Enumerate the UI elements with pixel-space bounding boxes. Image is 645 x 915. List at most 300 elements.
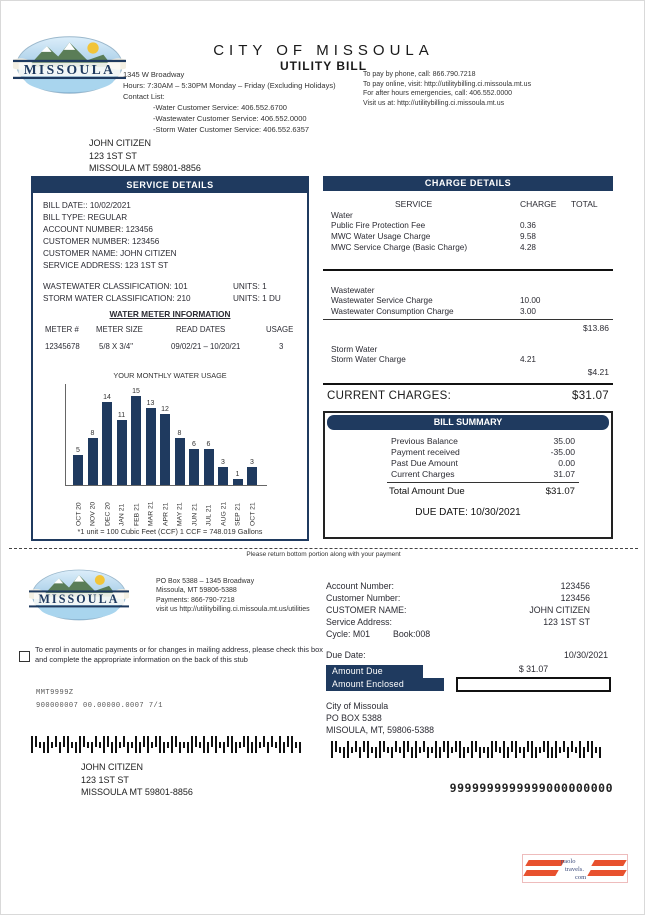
contact-water: -Water Customer Service: 406.552.6700 — [153, 103, 287, 112]
barcode-bar — [55, 736, 57, 747]
barcode-bar — [147, 736, 149, 753]
visit-us: Visit us at: http://utilitybilling.ci.missoula.mt.us — [363, 99, 505, 107]
water-meter-info-title: WATER METER INFORMATION — [109, 309, 231, 319]
barcode-bar — [71, 742, 73, 748]
stub-service-address-value: 123 1ST ST — [543, 617, 590, 627]
stub-recipient-street: 123 1ST ST — [81, 774, 129, 785]
bar-value-label: 6 — [192, 441, 196, 449]
ocr-scanline: 9999999999999000000000 — [449, 781, 613, 795]
stormwater-total: $4.21 — [587, 367, 609, 377]
barcode-bar — [519, 747, 521, 753]
meter-col-usage: USAGE — [266, 325, 294, 334]
amount-due-bar: Amount Due — [326, 665, 423, 678]
charge-label: Public Fire Protection Fee — [331, 221, 426, 230]
stub-customer-number-label: Customer Number: — [326, 593, 401, 603]
meter-size: 5/8 X 3/4" — [99, 342, 133, 351]
page-subtitle: UTILITY BILL — [279, 59, 368, 73]
perforation-line — [9, 548, 638, 549]
barcode-bar — [479, 747, 481, 758]
barcode-bar — [559, 747, 561, 753]
stamp-code-2: 900000007 00.00000.0007 7/1 — [36, 702, 163, 710]
barcode-bar — [463, 747, 465, 758]
group-wastewater: Wastewater — [331, 285, 375, 295]
barcode-bar — [211, 736, 213, 747]
x-axis-label: OCT 20 — [75, 502, 82, 526]
barcode-bar — [279, 736, 281, 753]
barcode-bar — [367, 741, 369, 758]
charge-value: 10.00 — [520, 296, 541, 305]
barcode-bar — [499, 747, 501, 753]
svg-text:MISSOULA: MISSOULA — [38, 591, 120, 606]
summary-value: 31.07 — [553, 469, 575, 479]
barcode-bar — [587, 741, 589, 752]
recipient-city: MISSOULA MT 59801-8856 — [89, 163, 201, 173]
usage-bar — [204, 449, 214, 485]
barcode-bar — [331, 741, 333, 758]
stub-office-line: visit us http://utilitybilling.ci.missoula.mt.us/utilities — [156, 605, 310, 613]
barcode-bar — [527, 741, 529, 752]
barcode-bar — [507, 747, 509, 758]
x-axis-label: FEB 21 — [133, 503, 140, 526]
bar-value-label: 6 — [206, 441, 211, 449]
stub-office-block — [156, 577, 310, 614]
chart-bar-column — [117, 412, 127, 485]
recipient-name: JOHN CITIZEN — [89, 138, 151, 148]
barcode-bar — [227, 736, 229, 747]
barcode-bar — [75, 742, 77, 753]
charge-details-section — [323, 176, 613, 411]
total-due-value: $31.07 — [545, 486, 575, 497]
barcode-bar — [399, 747, 401, 753]
barcode-bar — [79, 736, 81, 753]
account-number: ACCOUNT NUMBER: 123456 — [43, 225, 153, 234]
summary-value: 0.00 — [558, 458, 575, 468]
x-axis-label: NOV 20 — [89, 501, 97, 526]
summary-label: Payment received — [391, 447, 460, 457]
x-axis-label: MAY 21 — [176, 502, 184, 526]
barcode-bar — [583, 747, 585, 758]
payee-name: City of Missoula — [326, 701, 389, 711]
wastewater-units: UNITS: 1 — [233, 282, 267, 291]
bar-value-label: 15 — [132, 387, 140, 395]
barcode-bar — [115, 736, 117, 753]
barcode-bar — [91, 742, 93, 753]
barcode-bar — [51, 742, 53, 748]
divider — [387, 482, 579, 483]
right-postal-barcode — [331, 741, 615, 758]
stub-recipient-block — [81, 761, 193, 799]
barcode-bar — [395, 741, 397, 752]
return-note: Please return bottom portion along with your payment — [246, 551, 401, 558]
current-charges-label: CURRENT CHARGES: — [327, 390, 452, 402]
barcode-bar — [235, 742, 237, 753]
barcode-bar — [259, 742, 261, 748]
barcode-bar — [411, 747, 413, 758]
barcode-bar — [379, 741, 381, 758]
missoula-logo-art — [29, 567, 129, 623]
barcode-bar — [223, 742, 225, 753]
charge-label: Storm Water Charge — [331, 355, 406, 364]
usage-bar — [189, 449, 199, 485]
stub-account-number-label: Account Number: — [326, 581, 394, 591]
meter-usage: 3 — [279, 342, 284, 351]
service-address: SERVICE ADDRESS: 123 1ST ST — [43, 261, 169, 270]
chart-bar-column — [102, 394, 112, 485]
barcode-bar — [99, 742, 101, 748]
barcode-bar — [439, 747, 441, 758]
barcode-bar — [67, 736, 69, 753]
barcode-bar — [427, 747, 429, 758]
barcode-bar — [351, 747, 353, 753]
bar-value-label: 5 — [76, 447, 80, 455]
barcode-bar — [187, 742, 189, 753]
watermark-stripe — [523, 870, 558, 876]
bar-value-label: 12 — [161, 405, 169, 413]
col-total: TOTAL — [571, 199, 598, 209]
usage-bar — [247, 467, 257, 485]
x-axis-label: DEC 20 — [104, 502, 111, 526]
usage-bar — [175, 438, 185, 486]
charge-value: 4.21 — [520, 355, 536, 364]
barcode-bar — [155, 736, 157, 747]
watermark-stripe — [525, 860, 564, 866]
left-postal-barcode — [31, 736, 315, 753]
bar-value-label: 13 — [146, 399, 155, 407]
emergency-phone: For after hours emergencies, call: 406.552.0000 — [363, 90, 513, 97]
barcode-bar — [135, 736, 137, 753]
barcode-bar — [539, 747, 541, 753]
payee-block — [326, 700, 434, 736]
chart-bar-column — [247, 459, 257, 485]
barcode-bar — [595, 747, 597, 753]
barcode-bar — [131, 742, 133, 748]
usage-bar — [218, 467, 228, 485]
x-axis-label: APR 21 — [162, 502, 169, 526]
group-stormwater: Storm Water — [331, 344, 378, 354]
group-water: Water — [331, 210, 353, 220]
barcode-bar — [167, 742, 169, 748]
barcode-bar — [143, 736, 145, 747]
barcode-bar — [39, 742, 41, 748]
barcode-bar — [487, 747, 489, 758]
barcode-bar — [251, 742, 253, 753]
chart-bar-column — [160, 406, 170, 485]
barcode-bar — [119, 742, 121, 748]
barcode-bar — [63, 736, 65, 747]
customer-name: CUSTOMER NAME: JOHN CITIZEN — [43, 249, 177, 258]
barcode-bar — [407, 741, 409, 752]
office-address: 1345 W Broadway — [123, 70, 185, 79]
barcode-bar — [511, 741, 513, 752]
barcode-bar — [231, 736, 233, 753]
stub-cycle: Cycle: M01 — [326, 629, 370, 639]
bill-summary-header: BILL SUMMARY — [327, 415, 609, 430]
summary-label: Current Charges — [391, 469, 455, 479]
barcode-bar — [291, 736, 293, 753]
bar-value-label: 3 — [250, 459, 254, 467]
barcode-bar — [339, 747, 341, 753]
payee-city: MISOULA, MT, 59806-5388 — [326, 725, 435, 735]
current-charges-value: $31.07 — [572, 390, 609, 402]
recipient-street: 123 1ST ST — [89, 150, 137, 161]
contact-wastewater: -Wastewater Customer Service: 406.552.0000 — [153, 114, 307, 123]
meter-read-dates: 09/02/21 – 10/20/21 — [171, 342, 241, 351]
watermark-stripe — [591, 860, 626, 866]
watermark-stripe — [587, 870, 626, 876]
barcode-bar — [283, 742, 285, 753]
barcode-bar — [447, 741, 449, 758]
chart-bar-column — [189, 441, 199, 485]
barcode-bar — [203, 736, 205, 753]
col-charge: CHARGE — [520, 199, 557, 209]
stub-customer-name-value: JOHN CITIZEN — [529, 605, 590, 615]
barcode-bar — [247, 736, 249, 753]
barcode-bar — [387, 747, 389, 753]
recipient-address-block — [89, 137, 201, 175]
amount-due-value: $ 31.07 — [518, 664, 549, 674]
barcode-bar — [127, 742, 129, 753]
total-due-label: Total Amount Due — [389, 486, 465, 497]
charge-value: 4.28 — [520, 243, 536, 252]
autopay-checkbox-text: To enrol in automatic payments or for changes in mailing address, please check this box and complete the appropriate information on the back of this stub — [35, 645, 323, 664]
summary-value: -35.00 — [550, 447, 575, 457]
watermark-text-3: com — [575, 874, 587, 881]
charge-label: Wastewater Service Charge — [331, 296, 433, 305]
barcode-bar — [403, 741, 405, 758]
stamp-code-1: MMT9999Z — [36, 689, 74, 697]
usage-bar — [146, 408, 156, 485]
watermark-logo — [522, 854, 628, 883]
bill-date: BILL DATE:: 10/02/2021 — [43, 201, 131, 210]
barcode-bar — [215, 736, 217, 753]
chart-bar-column — [88, 430, 98, 486]
watermark-text-1: paolo — [561, 858, 576, 865]
barcode-bar — [239, 742, 241, 748]
barcode-bar — [255, 736, 257, 753]
barcode-bar — [495, 741, 497, 752]
barcode-bar — [219, 742, 221, 748]
autopay-checkbox[interactable] — [19, 651, 30, 662]
chart-bar-column — [146, 400, 156, 485]
barcode-bar — [31, 736, 33, 753]
customer-number: CUSTOMER NUMBER: 123456 — [43, 237, 160, 246]
barcode-bar — [575, 747, 577, 753]
barcode-bar — [467, 747, 469, 753]
usage-bar — [88, 438, 98, 486]
barcode-bar — [271, 736, 273, 747]
bill-summary-box — [323, 411, 613, 539]
due-date-line: DUE DATE: 10/30/2021 — [415, 507, 521, 518]
barcode-bar — [159, 736, 161, 753]
barcode-bar — [551, 747, 553, 758]
stormwater-classification: STORM WATER CLASSIFICATION: 210 — [43, 294, 191, 303]
divider — [323, 269, 613, 271]
usage-bar — [102, 402, 112, 485]
barcode-bar — [199, 742, 201, 748]
barcode-bar — [571, 741, 573, 752]
barcode-bar — [523, 747, 525, 758]
wastewater-classification: WASTEWATER CLASSIFICATION: 101 — [43, 282, 188, 291]
bar-value-label: 14 — [103, 393, 111, 401]
barcode-bar — [179, 742, 181, 753]
stub-office-line: Missoula, MT 59806-5388 — [156, 587, 237, 595]
barcode-bar — [451, 747, 453, 753]
stormwater-units: UNITS: 1 DU — [233, 294, 281, 303]
stub-recipient-name: JOHN CITIZEN — [81, 762, 143, 772]
wastewater-total: $13.86 — [583, 323, 609, 333]
barcode-bar — [555, 741, 557, 758]
bar-value-label: 8 — [90, 429, 95, 437]
barcode-bar — [423, 741, 425, 752]
barcode-bar — [47, 736, 49, 753]
chart-plot-area — [65, 384, 267, 486]
barcode-bar — [431, 747, 433, 753]
charge-label: MWC Service Charge (Basic Charge) — [331, 243, 468, 252]
barcode-bar — [599, 747, 601, 758]
x-axis-label: OCT 21 — [249, 502, 256, 526]
barcode-bar — [171, 736, 173, 753]
bar-value-label: 8 — [177, 429, 182, 437]
x-axis-label: SEP 21 — [234, 503, 242, 526]
chart-bar-column — [175, 430, 185, 486]
barcode-bar — [491, 741, 493, 758]
x-axis-label: MAR 21 — [147, 501, 155, 526]
barcode-bar — [475, 741, 477, 752]
barcode-bar — [191, 736, 193, 753]
chart-bar-column — [218, 459, 228, 485]
barcode-bar — [455, 741, 457, 752]
meter-col-dates: READ DATES — [176, 325, 226, 334]
barcode-bar — [567, 747, 569, 758]
service-details-header: SERVICE DETAILS — [33, 178, 307, 193]
chart-bar-column — [131, 388, 141, 485]
barcode-bar — [59, 742, 61, 753]
meter-col-size: METER SIZE — [96, 325, 143, 334]
barcode-bar — [531, 741, 533, 758]
barcode-bar — [83, 736, 85, 747]
meter-col-number: METER # — [45, 325, 79, 334]
bar-value-label: 3 — [221, 459, 225, 467]
barcode-bar — [87, 742, 89, 748]
x-axis-label: JUL 21 — [205, 504, 213, 526]
usage-bar — [117, 420, 127, 485]
bill-type: BILL TYPE: REGULAR — [43, 213, 128, 222]
barcode-bar — [111, 742, 113, 753]
charge-details-header: CHARGE DETAILS — [323, 176, 613, 191]
stub-office-line: PO Box 5388 – 1345 Broadway — [156, 578, 255, 585]
barcode-bar — [419, 747, 421, 753]
barcode-bar — [299, 742, 301, 753]
page-title: CITY OF MISSOULA — [213, 42, 434, 59]
stub-office-line: Payments: 866-790-7218 — [156, 596, 235, 604]
barcode-bar — [503, 741, 505, 758]
barcode-bar — [359, 747, 361, 758]
barcode-bar — [563, 741, 565, 752]
usage-bar — [233, 479, 243, 485]
monthly-usage-chart — [65, 384, 267, 526]
svg-text:MISSOULA: MISSOULA — [23, 61, 116, 77]
barcode-bar — [139, 742, 141, 753]
barcode-bar — [95, 736, 97, 747]
stub-due-date-value: 10/30/2021 — [563, 650, 608, 660]
stub-customer-name-label: CUSTOMER NAME: — [326, 605, 407, 615]
charge-label: Wastewater Consumption Charge — [331, 307, 454, 316]
barcode-bar — [175, 736, 177, 747]
bar-value-label: 11 — [117, 411, 126, 419]
meter-number: 12345678 — [45, 342, 80, 351]
summary-value: 35.00 — [553, 436, 575, 446]
barcode-bar — [243, 736, 245, 747]
barcode-bar — [383, 741, 385, 752]
chart-x-axis-labels — [67, 486, 268, 526]
x-axis-label: JAN 21 — [118, 503, 126, 526]
barcode-bar — [295, 742, 297, 748]
watermark-text-2: travels. — [565, 866, 584, 873]
barcode-bar — [151, 742, 153, 748]
usage-bar — [131, 396, 141, 485]
barcode-bar — [355, 741, 357, 752]
charge-value: 3.00 — [520, 307, 536, 316]
chart-bar-column — [233, 471, 243, 485]
barcode-bar — [579, 741, 581, 758]
usage-bar — [73, 455, 83, 485]
barcode-bar — [43, 742, 45, 753]
stub-book: Book:008 — [393, 629, 431, 639]
payee-pobox: PO BOX 5388 — [326, 713, 382, 723]
divider — [323, 383, 613, 385]
stub-customer-number-value: 123456 — [560, 593, 590, 603]
barcode-bar — [263, 736, 265, 747]
barcode-bar — [35, 736, 37, 747]
usage-bar — [160, 414, 170, 485]
contact-list-label: Contact List: — [123, 92, 165, 101]
stub-due-date-label: Due Date: — [326, 650, 366, 660]
bar-value-label: 1 — [235, 471, 240, 479]
amount-enclosed-input[interactable] — [456, 677, 611, 692]
barcode-bar — [483, 747, 485, 753]
chart-title: YOUR MONTHLY WATER USAGE — [113, 371, 227, 380]
barcode-bar — [471, 741, 473, 758]
barcode-bar — [363, 741, 365, 752]
barcode-bar — [543, 741, 545, 752]
amount-enclosed-bar: Amount Enclosed — [326, 678, 444, 691]
summary-label: Previous Balance — [391, 436, 458, 446]
barcode-bar — [375, 747, 377, 758]
barcode-bar — [335, 741, 337, 752]
barcode-bar — [103, 736, 105, 753]
stub-recipient-city: MISSOULA MT 59801-8856 — [81, 787, 193, 797]
x-axis-label: JUN 21 — [191, 503, 198, 526]
stub-account-number-value: 123456 — [560, 581, 590, 591]
pay-by-phone: To pay by phone, call: 866.790.7218 — [363, 71, 476, 78]
summary-label: Past Due Amount — [391, 458, 458, 468]
barcode-bar — [207, 742, 209, 753]
barcode-bar — [535, 747, 537, 758]
charge-label: MWC Water Usage Charge — [331, 232, 431, 241]
col-service: SERVICE — [395, 199, 433, 209]
contact-stormwater: -Storm Water Customer Service: 406.552.6357 — [153, 125, 310, 134]
barcode-bar — [459, 741, 461, 758]
barcode-bar — [267, 742, 269, 753]
barcode-bar — [547, 741, 549, 758]
missoula-logo-stub — [29, 567, 129, 623]
chart-bar-column — [73, 447, 83, 485]
barcode-bar — [443, 741, 445, 752]
chart-bar-column — [204, 441, 214, 485]
stub-service-address-label: Service Address: — [326, 617, 393, 627]
charge-value: 0.36 — [520, 221, 536, 230]
pay-online: To pay online, visit: http://utilitybilling.ci.missoula.mt.us — [363, 80, 532, 88]
